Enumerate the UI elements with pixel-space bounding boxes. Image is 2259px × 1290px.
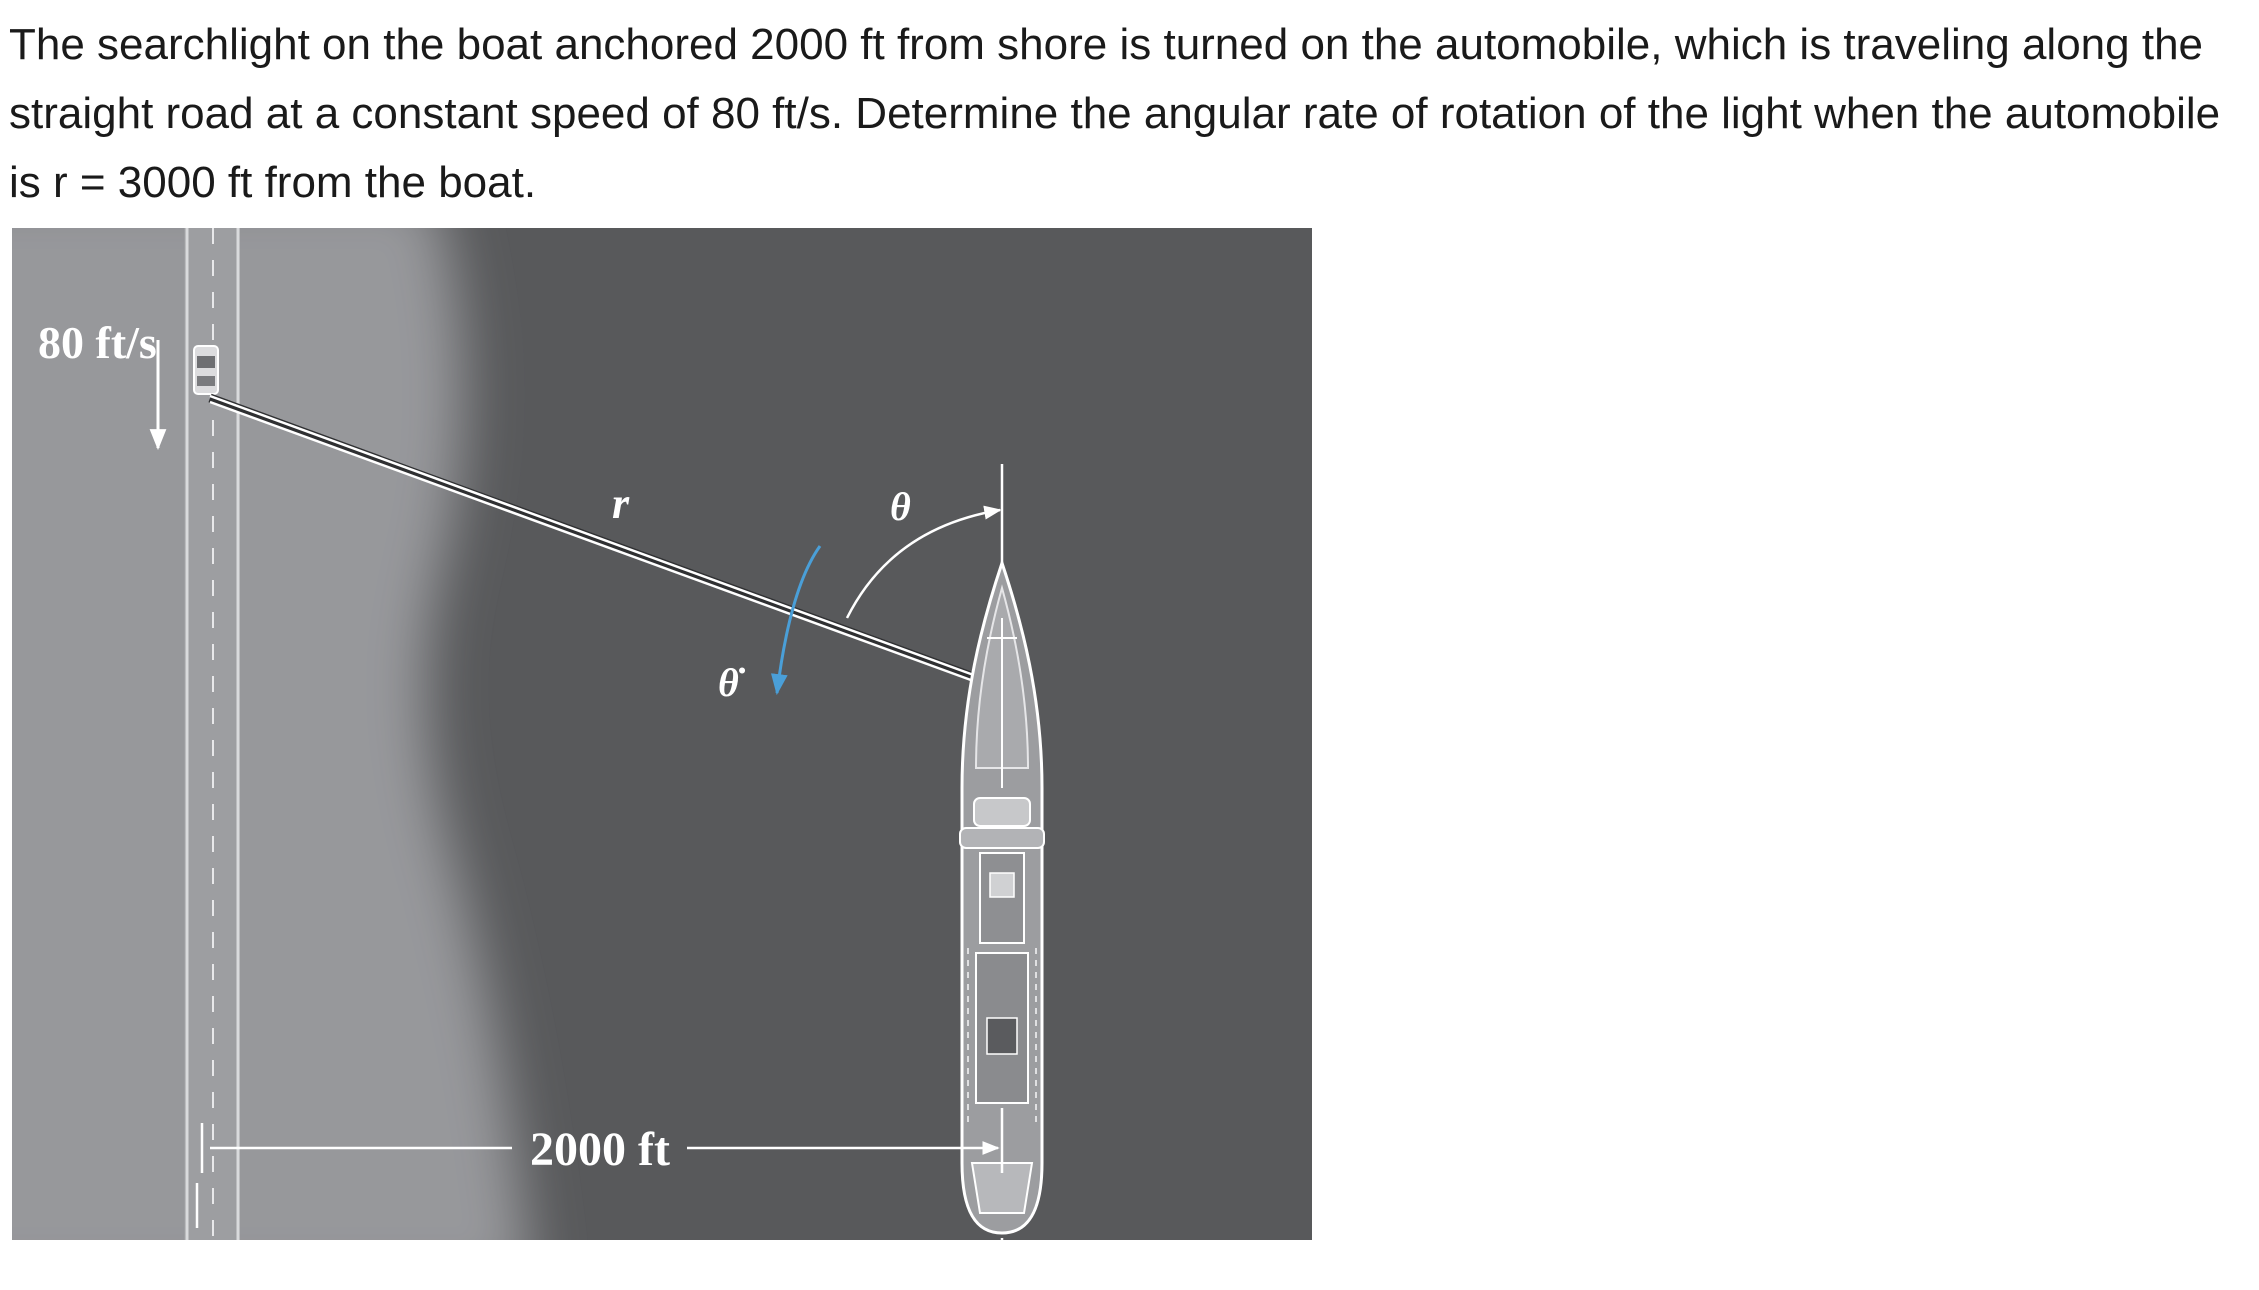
- speed-label: 80 ft/s: [38, 317, 157, 368]
- r-label: r: [612, 479, 630, 528]
- problem-statement: The searchlight on the boat anchored 2000 ft from shore is turned on the automobile, which is traveling along the straight road at a constant speed of 80 ft/s. Determine the angular rate of rotation of the light when the automobile is r = 3000 ft from the boat.: [9, 20, 2221, 207]
- distance-label: 2000 ft: [530, 1123, 670, 1176]
- automobile: [194, 346, 218, 394]
- theta-label: θ: [890, 484, 911, 529]
- searchlight-diagram: [12, 228, 1312, 1240]
- theta-dot-label: θ̇: [718, 660, 739, 705]
